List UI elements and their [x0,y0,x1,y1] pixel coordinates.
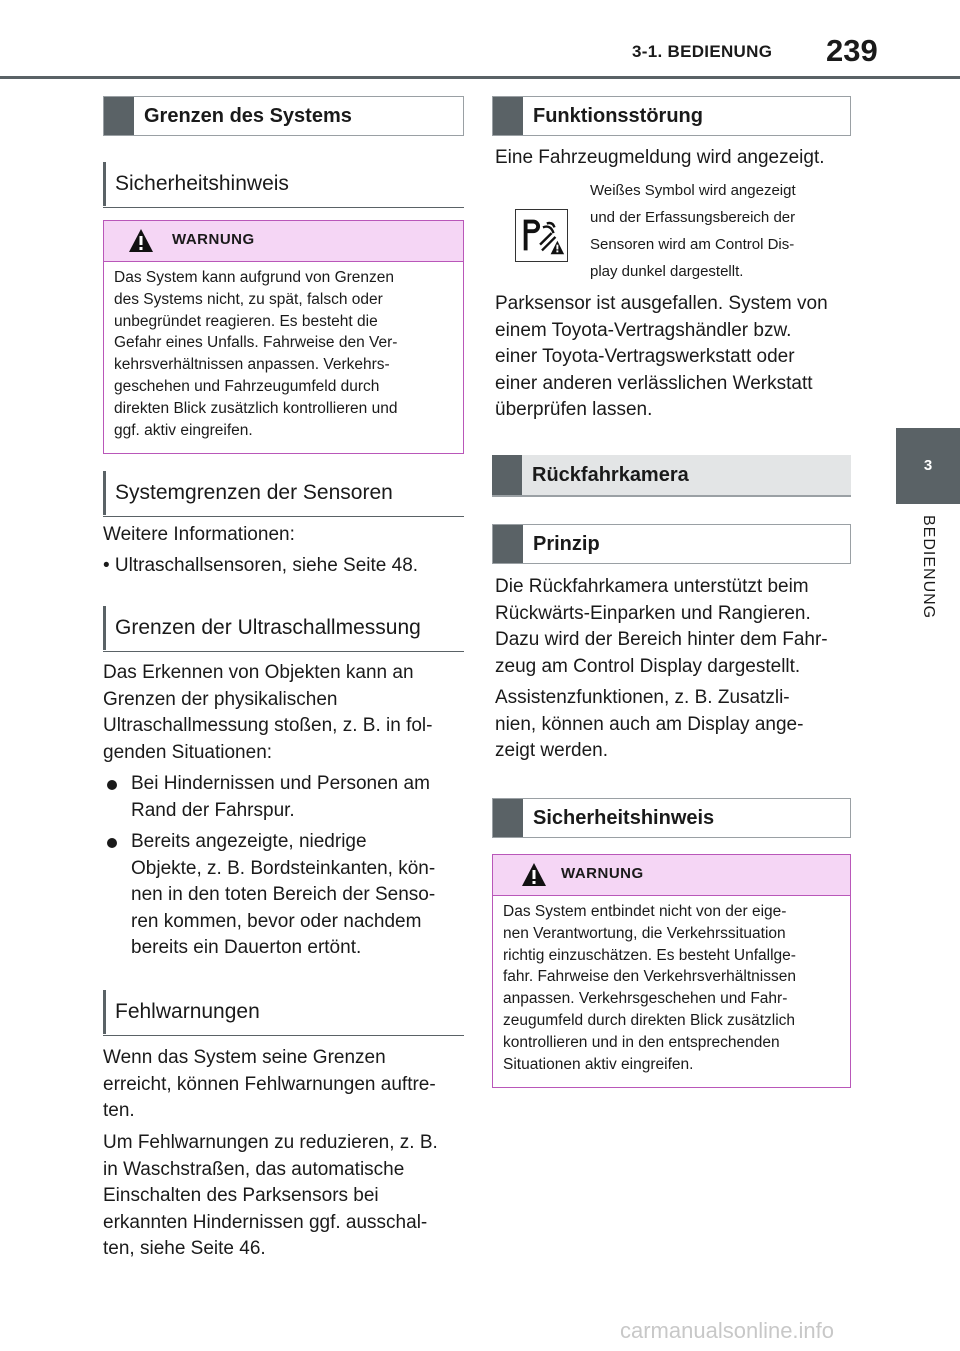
icon-description: Weißes Symbol wird angezeigt und der Erfassungsbereich der Sensoren wird am Control Dis- play dunkel dargestellt. [590,182,796,280]
heading-prinzip: Prinzip [492,524,851,564]
fahrzeugmeldung: Eine Fahrzeugmeldung wird angezeigt. [495,147,825,168]
warning-box-left [103,220,464,454]
heading-ultraschallmessung: Grenzen der Ultraschallmessung [103,608,464,652]
paragraph-reduzieren: Um Fehlwarnungen zu reduzieren, z. B. in Waschstraßen, das automatische Einschalten des Parksensors bei erkannten Hindernissen ggf. ausschal- ten, siehe Seite 46. [103,1132,438,1259]
paragraph-assistenz: Assistenzfunktionen, z. B. Zusatzli- nien, können auch am Display ange- zeigt werden. [495,687,804,761]
chapter-tab[interactable]: 3 [896,428,960,504]
paragraph-prinzip: Die Rückfahrkamera unterstützt beim Rückwärts-Einparken und Rangieren. Dazu wird der Bereich hinter dem Fahr- zeug am Control Display dargestellt. [495,576,828,677]
heading-funktionsstoerung: Funktionsstörung [492,96,851,136]
paragraph-fehlwarnungen: Wenn das System seine Grenzen erreicht, können Fehlwarnungen auftre- ten. [103,1047,436,1121]
header-divider [0,76,960,79]
parksensor-failure-icon [515,209,568,262]
list-item: Bei Hindernissen und Personen am Rand der Fahrspur. [131,771,466,824]
paragraph-erkennen: Das Erkennen von Objekten kann an Grenzen der physikalischen Ultraschallmessung stoßen, z. B. in fol- genden Situationen: [103,662,433,763]
list-item: Bereits angezeigte, niedrige Objekte, z. B. Bordsteinkanten, kön- nen in den toten Bereich der Senso- ren kommen, bevor oder nachdem bereits ein Dauerton ertönt. [131,829,466,962]
warning-text: Das System kann aufgrund von Grenzen des Systems nicht, zu spät, falsch oder unbegründet reagieren. Es besteht die Gefahr eines Unfalls. Fahrweise den Ver- kehrsverhältnissen anpassen. Verkehrs- geschehen und Fahrzeugumfeld durch direkten Blick zusätzlich kontrollieren und ggf. aktiv eingreifen. [114,269,398,439]
heading-rueckfahrkamera: Rückfahrkamera [492,455,851,497]
section-label: 3-1. BEDIENUNG [632,42,773,61]
chapter-side-label: BEDIENUNG [920,515,937,620]
ultraschall-reference: • Ultraschallsensoren, siehe Seite 48. [103,555,419,576]
heading-systemgrenzen: Systemgrenzen der Sensoren [103,473,464,517]
paragraph-ausgefallen: Parksensor ist ausgefallen. System von einem Toyota-Vertragshändler bzw. einer Toyota-Vertragswerkstatt oder einer anderen verlässlichen Werkstatt überprüfen lassen. [495,293,828,420]
warning-icon [521,862,547,888]
warning-label: WARNUNG [561,865,644,882]
heading-grenzen-des-systems: Grenzen des Systems [103,96,464,136]
page-number: 239 [826,33,878,68]
heading-fehlwarnungen: Fehlwarnungen [103,992,464,1036]
warning-icon [128,228,154,254]
heading-sicherheitshinweis-left: Sicherheitshinweis [103,164,464,208]
watermark: carmanualsonline.info [620,1318,835,1343]
warning-box-right [492,854,851,1088]
weitere-informationen: Weitere Informationen: [103,524,295,545]
warning-text: Das System entbindet nicht von der eige- nen Verantwortung, die Verkehrssituation richtig einzuschätzen. Es besteht Unfallge- fahr. Fahrweise den Verkehrsverhältnissen anpassen. Verkehrsgeschehen und Fahr- zeugumfeld durch direkten Blick zusätzlich kontrollieren und in den entsprechenden Situationen aktiv eingreifen. [503,903,796,1073]
heading-sicherheitshinweis-right: Sicherheitshinweis [492,798,851,838]
warning-label: WARNUNG [172,231,255,248]
